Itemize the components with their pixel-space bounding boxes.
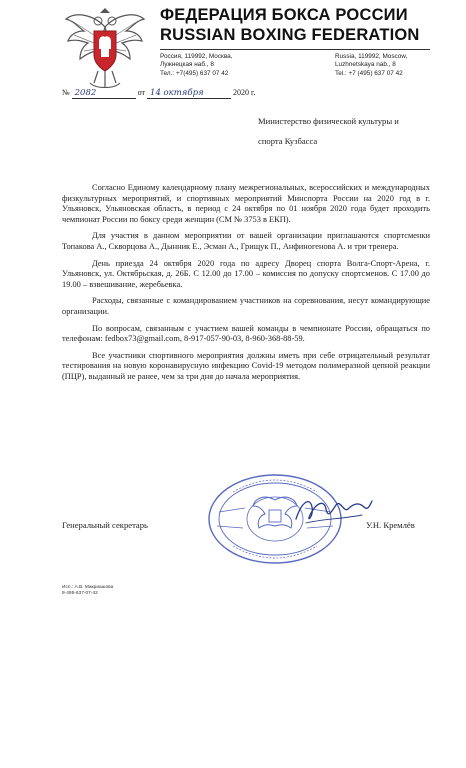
reference-from-label: от [137,88,146,97]
address-ru-line: Россия, 119992, Москва, [160,53,233,60]
recipient-line: Министерство физической культуры и [258,116,399,126]
recipient-block [258,111,399,151]
body-paragraph: Для участия в данном мероприятии от вашей организации приглашаются спортсменки Топакова А., Скворцова А., Дынник Е., Эсман А., Грищук П., Анфиногенова А. и три тренера. [62,231,430,251]
federation-logo-icon [64,5,146,91]
address-en-line: Luzhnetskaya nab., 8 [335,61,396,69]
letter-body [62,183,430,389]
reference-line [62,88,255,99]
body-paragraph: Согласно Единому календарному плану межрегиональных, всероссийских и международных физкультурных мероприятий, и спортивных мероприятий Минспорта России на 2020 год в г. Ульяновск, Ульяновская область, в период с 24 октября по 01 ноября 2020 года будет проходить чемпионат России по боксу среди женщин (СМ № 3753 в ЕКП). [62,183,430,224]
address-ru-phone: Тел.: +7(495) 637 07 42 [160,69,229,77]
executor-name: Исп.: А.В. Макриашова [62,585,114,590]
body-paragraph: Все участники спортивного мероприятия должны иметь при себе отрицательный результат тестирования на новую коронавирусную инфекцию Covid-19 методом полимеразной цепной реакции (ПЦР), выданный не ранее, чем за три дня до начала мероприятия. [62,350,430,381]
reference-number-prefix: № [62,88,70,97]
reference-year: 2020 г. [233,88,256,97]
reference-number-field [72,88,136,99]
org-name-ru: ФЕДЕРАЦИЯ БОКСА РОССИИ [160,6,408,24]
signatory-name: У.Н. Кремлёв [366,520,415,530]
executor-info [62,585,113,597]
address-ru [160,53,233,78]
address-en-line: Russia, 119992, Moscow, [335,53,408,60]
body-paragraph: По вопросам, связанным с участием вашей команды в чемпионате России, обращаться по телефонам: fedbox73@gmail.com, 8-917-057-90-03, 8-960-368-88-59. [62,323,430,344]
signatory-title: Генеральный секретарь [62,520,148,530]
recipient-line: спорта Кузбасса [258,136,318,146]
address-ru-line: Лужнецкая наб., 8 [160,61,214,69]
address-en-phone: Tel.: +7 (495) 637 07 42 [335,69,403,77]
reference-date-value: 14 октября [150,88,204,98]
org-name-en: RUSSIAN BOXING FEDERATION [160,26,420,44]
executor-phone: 8-495-637-07-42 [62,591,98,596]
reference-number-value: 2082 [74,88,97,98]
body-paragraph: Расходы, связанные с командированием участников на соревнования, несут командирующие организации. [62,296,430,316]
letterhead-divider [160,49,430,50]
handwritten-signature-icon [292,493,374,529]
address-en [335,53,407,78]
reference-date-field [147,88,231,99]
body-paragraph: День приезда 24 октября 2020 года по адресу Дворец спорта Волга-Спорт-Арена, г. Ульяновск, ул. Октябрьская, д. 26Б. С 12.00 до 17.00 – комиссия по допуску спортсменов. С 17.00 до 19.00 – взвешивание, жеребьевка. [62,258,430,289]
